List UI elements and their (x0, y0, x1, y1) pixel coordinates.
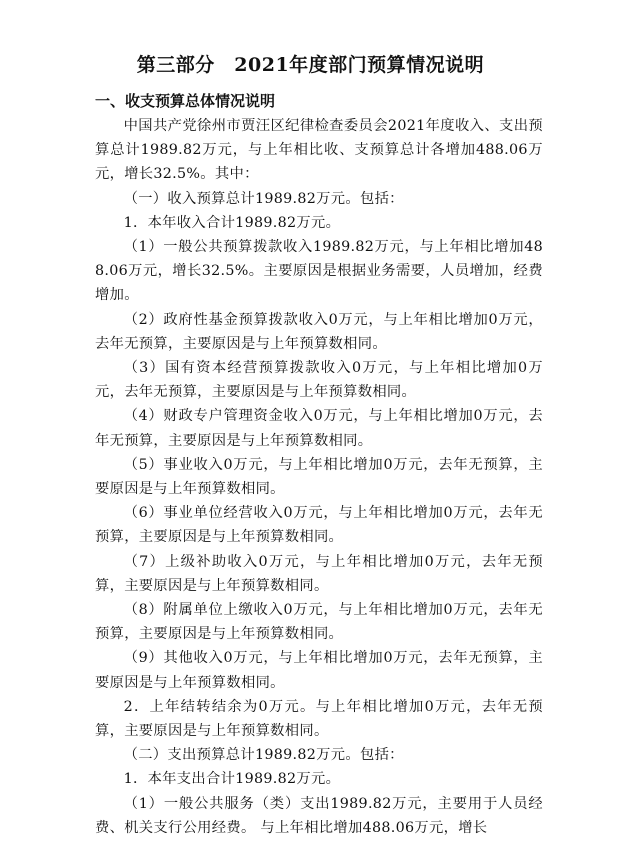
paragraph-income-year: 1．本年收入合计1989.82万元。 (123, 214, 341, 231)
paragraph-other-income: （9）其他收入0万元，与上年相比增加0万元，去年无预算，主要原因是与上年预算数相同。 (95, 650, 543, 691)
paragraph-business-income: （5）事业收入0万元，与上年相比增加0万元，去年无预算，主要原因是与上年预算数相同。 (95, 456, 543, 498)
paragraph-carryover: 2．上年结转结余为0万元。与上年相比增加0万元，去年无预算，主要原因是与上年预算数相同。 (95, 698, 543, 740)
paragraph-superior-subsidy: （7）上级补助收入0万元，与上年相比增加0万元，去年无预算，主要原因是与上年预算数相同。 (95, 553, 543, 594)
paragraph-income-total: （一）收入预算总计1989.82万元。包括： (123, 190, 404, 207)
section-heading: 一、收支预算总体情况说明 (95, 92, 276, 110)
paragraph-state-capital: （3）国有资本经营预算拨款收入0万元，与上年相比增加0万元，去年无预算，主要原因是与上年预算数相同。 (95, 360, 543, 401)
paragraph-summary: 中国共产党徐州市贾汪区纪律检查委员会2021年度收入、支出预算总计1989.82万元，与上年相比收、支预算总计各增加488.06万元，增长32.5%。其中： (95, 118, 543, 183)
paragraph-general-budget: （1）一般公共预算拨款收入1989.82万元，与上年相比增加488.06万元，增长32.5%。主要原因是根据业务需要，人员增加，经费增加。 (95, 239, 543, 304)
paragraph-expense-year: 1．本年支出合计1989.82万元。 (123, 771, 341, 788)
paragraph-special-account: （4）财政专户管理资金收入0万元，与上年相比增加0万元，去年无预算，主要原因是与上年预算数相同。 (95, 408, 543, 449)
paragraph-expense-total: （二）支出预算总计1989.82万元。包括： (123, 747, 404, 764)
paragraph-affiliate-income: （8）附属单位上缴收入0万元，与上年相比增加0万元，去年无预算，主要原因是与上年预算数相同。 (95, 602, 543, 643)
document-body (95, 114, 543, 840)
paragraph-operating-income: （6）事业单位经营收入0万元，与上年相比增加0万元，去年无预算，主要原因是与上年预算数相同。 (95, 505, 543, 546)
paragraph-fund-budget: （2）政府性基金预算拨款收入0万元，与上年相比增加0万元，去年无预算，主要原因是与上年预算数相同。 (95, 311, 543, 352)
paragraph-general-services: （1）一般公共服务（类）支出1989.82万元，主要用于人员经费、机关支行公用经费。 与上年相比增加488.06万元，增长 (95, 795, 543, 836)
page-title: 第三部分 2021年度部门预算情况说明 (136, 54, 485, 76)
